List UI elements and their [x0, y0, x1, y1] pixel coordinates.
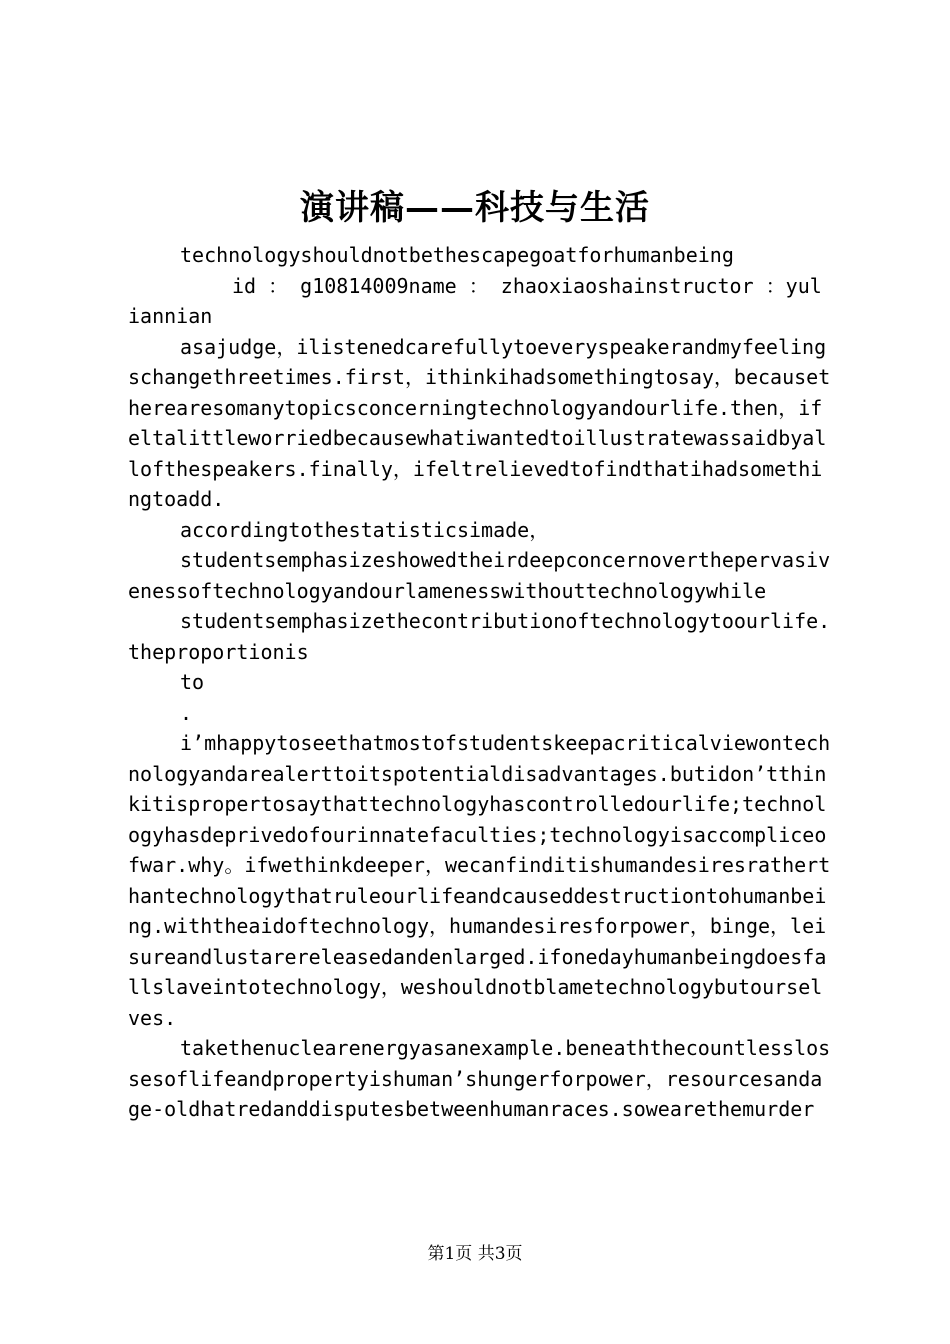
paragraph-id-line: id ： g10814009name ： zhaoxiaoshainstructor ：yuliannian	[128, 273, 822, 328]
paragraph-students-contribution: studentsemphasizethecontributionoftechnologytoourlife.theproportionis	[128, 609, 831, 664]
paragraph-to: to	[180, 670, 205, 694]
document-title: 演讲稿——科技与生活	[300, 188, 650, 228]
paragraph-heading-line: technologyshouldnotbethescapegoatforhumanbeing	[180, 243, 734, 267]
paragraph-statistics-intro: accordingtothestatisticsimade，	[180, 517, 550, 542]
paragraph-period: .	[180, 700, 193, 725]
page-footer: 第1页 共3页	[427, 1244, 523, 1264]
paragraph-students-concern: studentsemphasizeshowedtheirdeepconcernoverthepervasivenessoftechnologyandourlamenesswithouttechnologywhile	[128, 548, 831, 603]
document-body	[128, 240, 832, 1125]
paragraph-judge: asajudge，ilistenedcarefullytoeveryspeakerandmyfeelingschangethreetimes.first，ithinkihadsomethingtosay，becausetherearesomanytopicsconcerningtechnologyandourlife.then，ifeltalittleworriedbecausewhatiwantedtoillustratewassaidbyallofthespeakers.finally，ifeltrelievedtofindthatihadsomethingtoadd.	[128, 334, 831, 511]
paragraph-nuclear-example: takethenuclearenergyasanexample.beneaththecountlesslossesoflifeandpropertyishuman’shungerforpower，resourcesandage-oldhatredanddisputesbetweenhumanraces.sowearethemurder	[128, 1036, 831, 1121]
paragraph-critical-view: i’mhappytoseethatmostofstudentskeepacriticalviewontechnologyandarealerttoitspotentialdisadvantages.butidon’tthinkitispropertosaythattechnologyhascontrolledourlife;technologyhasdeprivedofourinnatefaculties;technologyisaccompliceofwar.why。ifwethinkdeeper，wecanfinditishumandesiresratherthantechnologythatruleourlifeandcauseddestructiontohumanbeing.withtheaidoftechnology，humandesiresforpower，binge，leisureandlustarereleasedandenlarged.ifonedayhumanbeingdoesfallslaveintotechnology，weshouldnotblametechnologybutourselves.	[128, 731, 831, 1030]
